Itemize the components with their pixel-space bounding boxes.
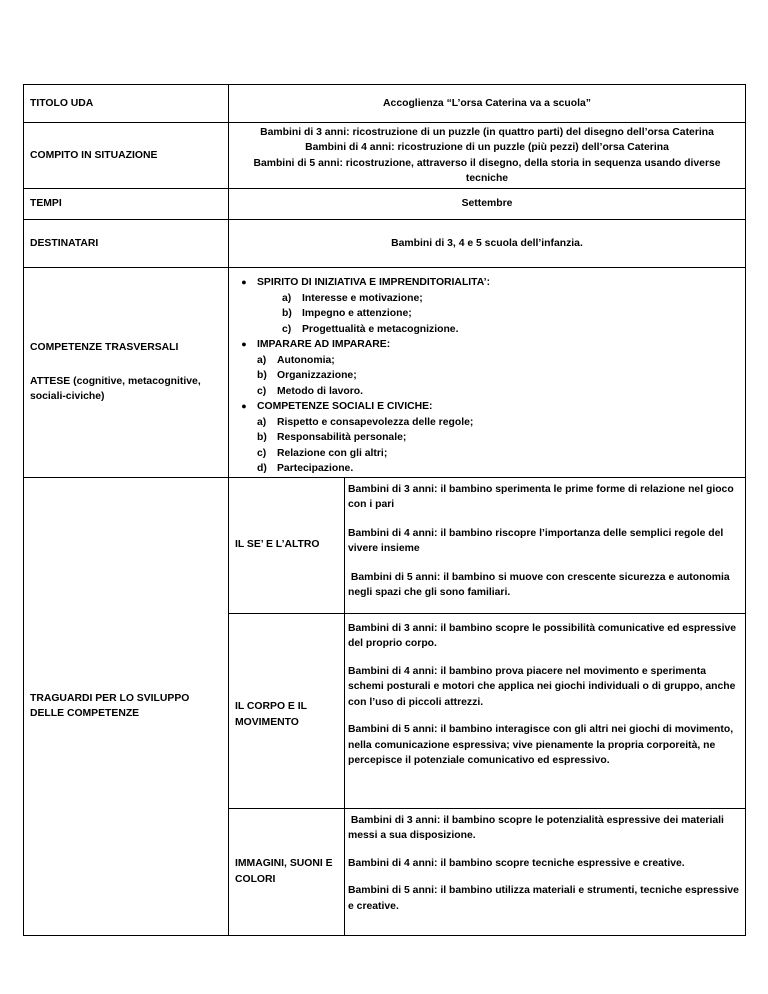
list-item: a) Autonomia; — [257, 354, 335, 366]
field-name: IMMAGINI, SUONI E COLORI — [229, 808, 345, 935]
list-item: c) Progettualità e metacognizione. — [282, 323, 459, 335]
goal-text: Bambini di 3 anni: il bambino sperimenta le prime forme di relazione nel gioco con i pari — [348, 483, 734, 510]
goal-text: Bambini di 3 anni: il bambino scopre le potenzialità espressive dei materiali messi a sua disposizione. — [348, 814, 727, 841]
compito-line: Bambini di 3 anni: ricostruzione di un puzzle (in quattro parti) del disegno dell’orsa Caterina — [260, 126, 714, 138]
goal-text: Bambini di 5 anni: il bambino si muove con crescente sicurezza e autonomia negli spazi che gli sono familiari. — [348, 571, 733, 598]
compito-line: Bambini di 4 anni: ricostruzione di un puzzle (più pezzi) dell’orsa Caterina — [305, 142, 669, 153]
compito-value — [229, 123, 746, 189]
list-item: b) Responsabilità personale; — [257, 432, 407, 443]
tempi-label: TEMPI — [24, 189, 229, 220]
row-field-se — [24, 477, 746, 613]
group-title: COMPETENZE SOCIALI E CIVICHE: — [257, 401, 433, 412]
list-item: a) Rispetto e consapevolezza delle regole; — [257, 416, 474, 428]
compito-line: tecniche — [465, 173, 509, 184]
field-goals — [345, 613, 746, 808]
destinatari-label: DESTINATARI — [24, 220, 229, 268]
list-item: b) Organizzazione; — [257, 370, 357, 381]
group-title: SPIRITO DI INIZIATIVA E IMPRENDITORIALITA’: — [257, 277, 491, 288]
uda-table — [23, 84, 746, 936]
titolo-value: Accoglienza “L’orsa Caterina va a scuola” — [229, 85, 746, 123]
goal-text: Bambini di 4 anni: il bambino riscopre l’importanza delle semplici regole del vivere insieme — [348, 527, 724, 554]
bullet-icon: ● — [241, 339, 247, 349]
row-competenze — [24, 268, 746, 478]
list-item: b) Impegno e attenzione; — [282, 308, 412, 319]
goal-text: Bambini di 5 anni: il bambino interagisce con gli altri nei giochi di movimento, nella comunicazione espressiva; vive pienamente la propria corporeità, ne percepisce il potenziale comunicativo ed espressivo. — [348, 724, 734, 766]
competenze-label-sub: ATTESE (cognitive, metacognitive, sociali-civiche) — [30, 375, 201, 402]
traguardi-label: TRAGUARDI PER LO SVILUPPO DELLE COMPETENZE — [24, 477, 229, 935]
list-item: d) Partecipazione. — [257, 463, 354, 474]
compito-label: COMPITO IN SITUAZIONE — [24, 123, 229, 189]
row-titolo — [24, 85, 746, 123]
row-tempi — [24, 189, 746, 220]
row-destinatari — [24, 220, 746, 268]
competenze-group — [231, 275, 745, 337]
goal-text: Bambini di 5 anni: il bambino utilizza materiali e strumenti, tecniche espressive e creative. — [348, 885, 739, 912]
competenze-label-main: COMPETENZE TRASVERSALI — [30, 342, 179, 353]
competenze-group — [231, 337, 745, 399]
bullet-icon: ● — [241, 277, 247, 287]
list-item: c) Relazione con gli altri; — [257, 447, 388, 459]
goal-text: Bambini di 4 anni: il bambino prova piacere nel movimento e sperimenta schemi posturali e motori che applica nei giochi individuali o di gruppo, anche con l’uso di piccoli attrezzi. — [348, 665, 736, 708]
tempi-value: Settembre — [229, 189, 746, 220]
goal-text: Bambini di 4 anni: il bambino scopre tecniche espressive e creative. — [348, 857, 685, 869]
compito-line: Bambini di 5 anni: ricostruzione, attraverso il disegno, della storia in sequenza usando diverse — [253, 157, 721, 169]
field-name: IL SE’ E L’ALTRO — [229, 477, 345, 613]
competenze-group — [231, 399, 745, 477]
list-item: c) Metodo di lavoro. — [257, 385, 364, 397]
list-item: a) Interesse e motivazione; — [282, 292, 423, 304]
destinatari-value: Bambini di 3, 4 e 5 scuola dell’infanzia. — [229, 220, 746, 268]
titolo-label: TITOLO UDA — [24, 85, 229, 123]
field-name: IL CORPO E IL MOVIMENTO — [229, 613, 345, 808]
group-title: IMPARARE AD IMPARARE: — [257, 339, 391, 350]
row-compito — [24, 123, 746, 189]
competenze-label — [24, 268, 229, 478]
goal-text: Bambini di 3 anni: il bambino scopre le possibilità comunicative ed espressive del proprio corpo. — [348, 622, 737, 649]
field-goals — [345, 477, 746, 613]
bullet-icon: ● — [241, 401, 247, 411]
field-goals — [345, 808, 746, 935]
competenze-list — [229, 268, 746, 478]
